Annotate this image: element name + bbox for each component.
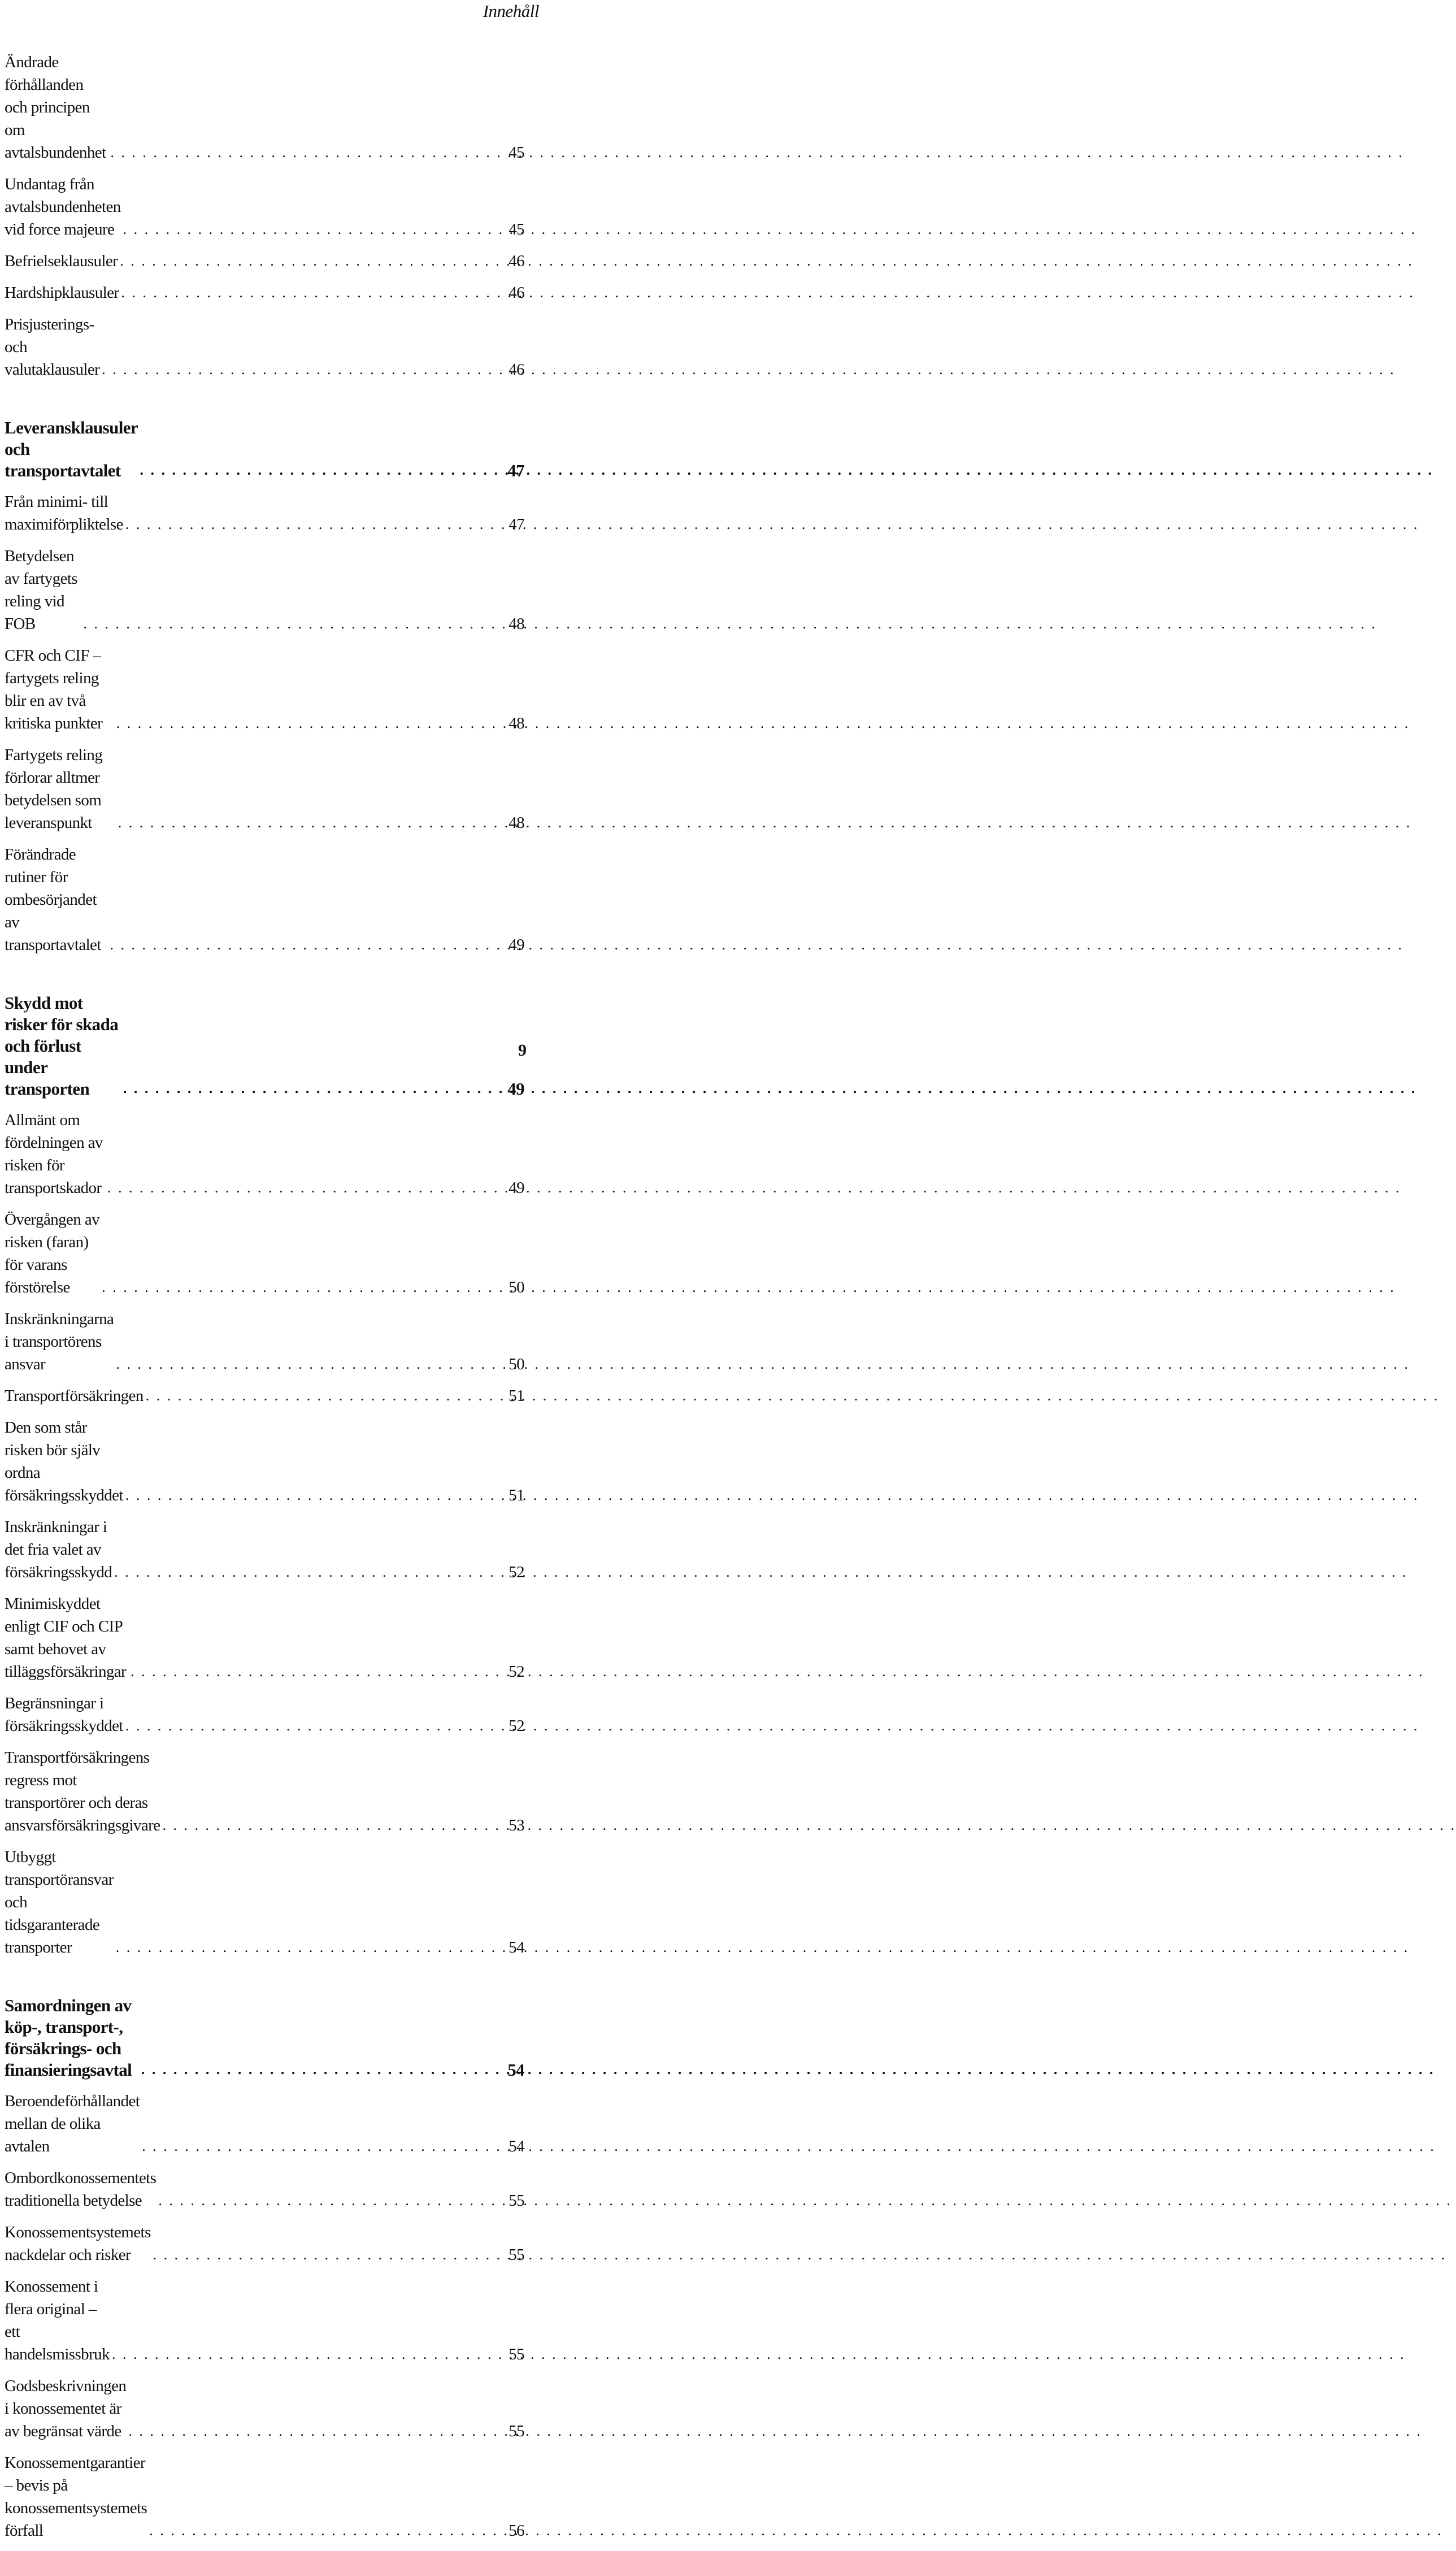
- dot-leader: [144, 1385, 490, 1407]
- toc-heading-page: 49: [507, 1079, 524, 1099]
- toc-entry-title: Minimiskyddet enligt CIF och CIP samt behovet av tilläggsförsäkringar: [5, 1595, 127, 1681]
- toc-entry-title: Ombordkonossementets traditionella betydelse: [5, 2169, 157, 2210]
- toc-heading-page: 54: [507, 2060, 524, 2080]
- dot-leader: [108, 934, 490, 956]
- toc-entry[interactable]: [5, 1516, 524, 1583]
- toc-entry-title: Konossementsystemets nackdelar och risker: [5, 2223, 151, 2264]
- toc-entry[interactable]: [5, 1416, 524, 1507]
- toc-entry-page: 48: [508, 814, 524, 832]
- toc-entry-title: Inskränkningarna i transportörens ansvar: [5, 1310, 114, 1373]
- dot-leader: [123, 513, 490, 536]
- dot-leader: [114, 1353, 490, 1376]
- running-head: Innehåll: [483, 1, 539, 21]
- dot-leader: [139, 2058, 490, 2081]
- dot-leader: [123, 1715, 490, 1737]
- toc-entry-title: Befrielseklausuler: [5, 252, 118, 270]
- dot-leader: [128, 1660, 490, 1683]
- dot-leader: [105, 1177, 490, 1199]
- toc-section-2: [5, 417, 524, 956]
- toc-entry-page: 52: [508, 1563, 524, 1581]
- dot-leader: [99, 358, 490, 381]
- toc-entry-page: 50: [508, 1355, 524, 1373]
- toc-entry-title: Förändrade rutiner för ombesörjandet av transportavtalet: [5, 845, 101, 954]
- toc-heading-title: Skydd mot risker för skada och förlust under transporten: [5, 993, 119, 1099]
- toc-entry-title: CFR och CIF – fartygets reling blir en av två kritiska punkter: [5, 647, 103, 732]
- toc-entry-page: 48: [508, 615, 524, 633]
- toc-entry-page: 45: [508, 144, 524, 162]
- toc-entry[interactable]: [5, 1593, 524, 1683]
- toc-heading-page: 47: [507, 461, 524, 480]
- toc-entry[interactable]: [5, 1692, 524, 1737]
- toc-section-heading[interactable]: [5, 992, 524, 1100]
- toc-section-4: [5, 1995, 524, 2542]
- toc-entry-title: Begränsningar i försäkringsskyddet: [5, 1694, 123, 1735]
- toc-heading-title: Samordningen av köp-, transport-, försäkrings- och finansieringsavtal: [5, 1995, 132, 2080]
- toc-entry-title: Övergången av risken (faran) för varans förstörelse: [5, 1211, 100, 1296]
- dot-leader: [126, 2420, 490, 2442]
- dot-leader: [121, 1077, 490, 1100]
- toc-entry-title: Hardshipklausuler: [5, 284, 119, 302]
- toc-entry-title: Från minimi- till maximiförpliktelse: [5, 493, 123, 533]
- toc-entry-page: 46: [508, 252, 524, 270]
- toc-entry-page: 50: [508, 1278, 524, 1296]
- toc-entry-page: 55: [508, 2192, 524, 2210]
- dot-leader: [110, 2343, 490, 2366]
- toc-entry-title: Transportförsäkringen: [5, 1387, 144, 1405]
- toc-entry-title: Konossement i flera original – ett handelsmissbruk: [5, 2277, 110, 2363]
- toc-entry-page: 52: [508, 1717, 524, 1735]
- toc-entry-page: 47: [508, 515, 524, 533]
- toc-entry[interactable]: [5, 51, 524, 164]
- toc-entry-title: Betydelsen av fartygets reling vid FOB: [5, 547, 77, 633]
- toc-entry[interactable]: [5, 843, 524, 956]
- dot-leader: [112, 1561, 490, 1583]
- toc-entry-title: Utbyggt transportöransvar och tidsgaranterade transporter: [5, 1848, 114, 1956]
- toc-entry-title: Ändrade förhållanden och principen om avtalsbundenhet: [5, 53, 106, 162]
- toc-section-3: [5, 992, 524, 1959]
- toc-entry-page: 48: [508, 714, 524, 732]
- toc-entry-page: 51: [508, 1387, 524, 1405]
- toc-entry[interactable]: [5, 1308, 524, 1376]
- toc-entry-title: Beroendeförhållandet mellan de olika avtalen: [5, 2092, 140, 2155]
- toc-entry[interactable]: [5, 250, 524, 272]
- dot-leader: [140, 2135, 490, 2158]
- dot-leader: [108, 141, 490, 164]
- table-of-contents: [5, 51, 524, 2551]
- dot-leader: [116, 812, 490, 834]
- dot-leader: [160, 1814, 491, 1837]
- dot-leader: [119, 281, 490, 304]
- toc-entry[interactable]: [5, 313, 524, 381]
- toc-entry-page: 46: [508, 361, 524, 379]
- toc-entry-title: Prisjusterings- och valutaklausuler: [5, 315, 100, 379]
- toc-entry[interactable]: [5, 644, 524, 735]
- toc-section-1: [5, 51, 524, 381]
- toc-entry-title: Konossementgarantier – bevis på konossementsystemets förfall: [5, 2454, 147, 2540]
- toc-entry-page: 56: [508, 2522, 524, 2540]
- toc-entry-page: 46: [508, 284, 524, 302]
- toc-entry-page: 45: [508, 220, 524, 238]
- toc-entry[interactable]: [5, 1385, 524, 1407]
- toc-entry[interactable]: [5, 1746, 524, 1837]
- toc-entry[interactable]: [5, 2452, 524, 2542]
- toc-entry-page: 55: [508, 2345, 524, 2363]
- dot-leader: [147, 2519, 490, 2542]
- dot-leader: [151, 2244, 490, 2266]
- toc-entry-page: 55: [508, 2246, 524, 2264]
- toc-entry-title: Inskränkningar i det fria valet av försäkringsskydd: [5, 1518, 112, 1581]
- toc-entry-title: Allmänt om fördelningen av risken för transportskador: [5, 1111, 103, 1197]
- toc-entry-title: Undantag från avtalsbundenheten vid force majeure: [5, 175, 121, 238]
- toc-entry[interactable]: [5, 2375, 524, 2442]
- toc-entry-page: 53: [508, 1816, 524, 1834]
- toc-entry-title: Fartygets reling förlorar alltmer betydelsen som leveranspunkt: [5, 746, 103, 832]
- toc-entry[interactable]: [5, 1846, 524, 1959]
- dot-leader: [138, 459, 490, 481]
- dot-leader: [114, 712, 490, 735]
- toc-entry[interactable]: [5, 281, 524, 304]
- toc-entry[interactable]: [5, 491, 524, 536]
- dot-leader: [156, 2189, 490, 2212]
- toc-entry-page: 54: [508, 2137, 524, 2155]
- toc-entry[interactable]: [5, 2090, 524, 2158]
- dot-leader: [118, 250, 490, 272]
- toc-entry-page: 52: [508, 1663, 524, 1681]
- dot-leader: [114, 1936, 490, 1959]
- toc-entry-title: Godsbeskrivningen i konossementet är av begränsat värde: [5, 2377, 127, 2440]
- toc-entry-page: 49: [508, 936, 524, 954]
- dot-leader: [99, 1276, 490, 1299]
- toc-section-heading[interactable]: [5, 417, 524, 481]
- toc-entry-page: 49: [508, 1179, 524, 1197]
- dot-leader: [81, 613, 490, 635]
- toc-entry[interactable]: [5, 173, 524, 241]
- toc-entry-page: 54: [508, 1938, 524, 1956]
- dot-leader: [121, 218, 490, 241]
- toc-entry-title: Den som står risken bör själv ordna försäkringsskyddet: [5, 1418, 123, 1504]
- toc-entry[interactable]: [5, 1109, 524, 1199]
- toc-heading-title: Leveransklausuler och transportavtalet: [5, 418, 138, 480]
- toc-entry[interactable]: [5, 2221, 524, 2266]
- toc-entry-title: Transportförsäkringens regress mot transportörer och deras ansvarsförsäkringsgivare: [5, 1749, 160, 1834]
- toc-entry[interactable]: [5, 744, 524, 834]
- dot-leader: [123, 1484, 490, 1507]
- toc-entry-page: 51: [508, 1486, 524, 1504]
- toc-entry[interactable]: [5, 1208, 524, 1299]
- toc-entry[interactable]: [5, 2167, 524, 2212]
- page-number: 9: [518, 1041, 527, 1060]
- toc-entry[interactable]: [5, 2275, 524, 2366]
- toc-entry[interactable]: [5, 545, 524, 635]
- toc-entry-page: 55: [508, 2422, 524, 2440]
- toc-section-heading[interactable]: [5, 1995, 524, 2081]
